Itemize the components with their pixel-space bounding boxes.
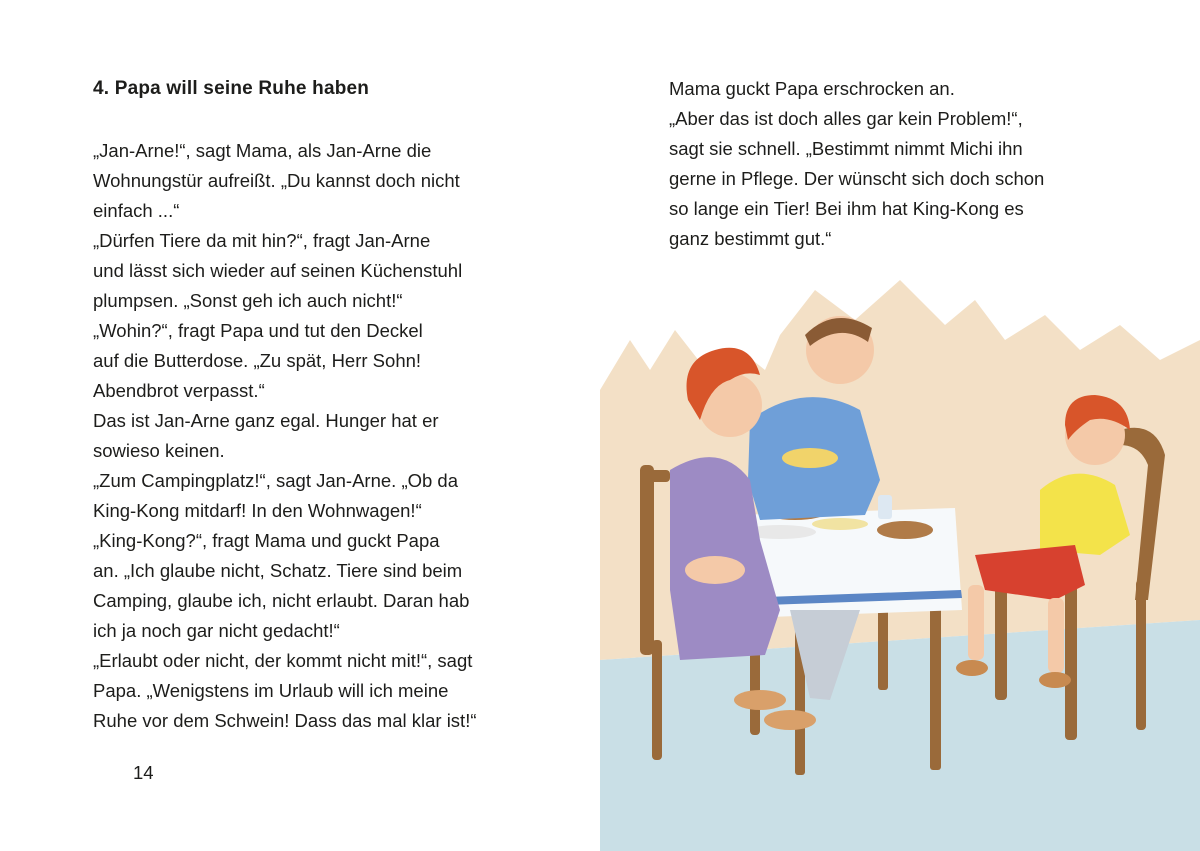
text-line: „Jan-Arne!“, sagt Mama, als Jan-Arne die	[93, 140, 432, 161]
left-text-block	[93, 136, 477, 736]
text-line: plumpsen. „Sonst geh ich auch nicht!“	[93, 290, 403, 311]
text-line: Ruhe vor dem Schwein! Dass das mal klar ist!“	[93, 710, 477, 731]
text-line: einfach ...“	[93, 200, 180, 221]
right-page	[600, 0, 1200, 851]
text-line: „Zum Campingplatz!“, sagt Jan-Arne. „Ob da	[93, 470, 459, 491]
text-line: so lange ein Tier! Bei ihm hat King-Kong es	[669, 198, 1024, 219]
text-line: „Dürfen Tiere da mit hin?“, fragt Jan-Arne	[93, 230, 431, 251]
page-number: 14	[133, 762, 154, 783]
text-line: „Erlaubt oder nicht, der kommt nicht mit!“, sagt	[93, 650, 473, 671]
text-line: sagt sie schnell. „Bestimmt nimmt Michi ihn	[669, 138, 1023, 159]
text-line: Papa. „Wenigstens im Urlaub will ich meine	[93, 680, 449, 701]
family-kitchen-illustration	[600, 280, 1200, 851]
text-line: Mama guckt Papa erschrocken an.	[669, 78, 955, 99]
text-line: King-Kong mitdarf! In den Wohnwagen!“	[93, 500, 422, 521]
text-line: gerne in Pflege. Der wünscht sich doch schon	[669, 168, 1045, 189]
text-line: ich ja noch gar nicht gedacht!“	[93, 620, 340, 641]
text-line: auf die Butterdose. „Zu spät, Herr Sohn!	[93, 350, 422, 371]
text-line: Abendbrot verpasst.“	[93, 380, 265, 401]
text-line: Das ist Jan-Arne ganz egal. Hunger hat er	[93, 410, 439, 431]
text-line: „Aber das ist doch alles gar kein Problem!“,	[669, 108, 1023, 129]
text-line: Wohnungstür aufreißt. „Du kannst doch nicht	[93, 170, 460, 191]
text-line: und lässt sich wieder auf seinen Küchenstuhl	[93, 260, 463, 281]
text-line: „Wohin?“, fragt Papa und tut den Deckel	[93, 320, 423, 341]
text-line: „King-Kong?“, fragt Mama und guckt Papa	[93, 530, 440, 551]
right-text-block	[669, 74, 1044, 254]
text-line: Camping, glaube ich, nicht erlaubt. Daran hab	[93, 590, 470, 611]
text-line: sowieso keinen.	[93, 440, 225, 461]
text-line: ganz bestimmt gut.“	[669, 228, 832, 249]
text-line: an. „Ich glaube nicht, Schatz. Tiere sind beim	[93, 560, 463, 581]
chapter-title: 4. Papa will seine Ruhe haben	[93, 78, 370, 99]
